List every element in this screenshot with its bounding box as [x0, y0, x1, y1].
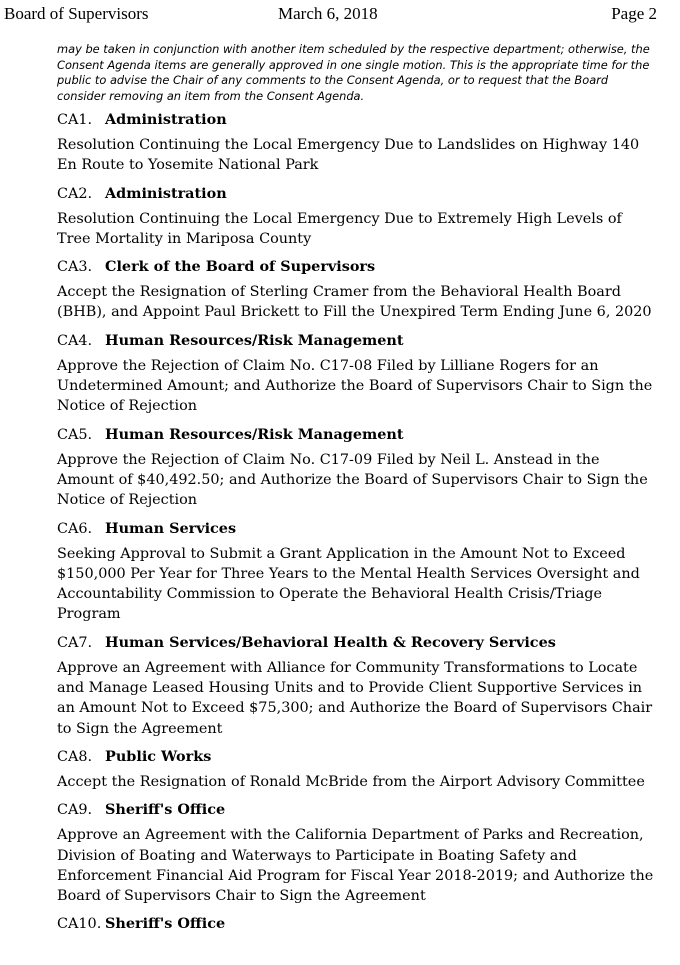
- agenda-item-number: CA4.: [57, 332, 93, 349]
- agenda-item-heading: [57, 425, 657, 445]
- agenda-item-heading: [57, 331, 657, 351]
- agenda-item-heading: [57, 633, 657, 653]
- agenda-item-heading: [57, 747, 657, 767]
- agenda-item-ca9: [57, 800, 657, 906]
- agenda-item-department: Administration: [105, 111, 227, 128]
- header-page-number: Page 2: [611, 4, 657, 23]
- agenda-item-description: Approve an Agreement with Alliance for Community Transformations to Locate and Manage Leased Housing Units and to Provide Client Supportive Services in an Amount Not to Exceed $75,300; and Authorize the Board of Supervisors Chair to Sign the Agreement: [57, 659, 653, 737]
- agenda-item-number: CA3.: [57, 259, 93, 276]
- agenda-item-ca5: [57, 425, 657, 511]
- agenda-item-description: Resolution Continuing the Local Emergency Due to Extremely High Levels of Tree Mortality in Mariposa County: [57, 210, 622, 247]
- agenda-item-description: Approve an Agreement with the California Department of Parks and Recreation, Division of Boating and Waterways to Participate in Boating Safety and Enforcement Financial Aid Program for Fiscal Year 2018-2019; and Authorize the Board of Supervisors Chair to Sign the Agreement: [57, 827, 654, 905]
- agenda-item-department: Human Resources/Risk Management: [105, 425, 404, 443]
- agenda-item-ca6: [57, 519, 657, 625]
- page-header: [0, 4, 680, 24]
- agenda-item-ca7: [57, 633, 657, 739]
- agenda-item-description: Approve the Rejection of Claim No. C17-09 Filed by Neil L. Anstead in the Amount of $40,492.50; and Authorize the Board of Supervisors Chair to Sign the Notice of Rejection: [57, 451, 648, 509]
- agenda-item-description: Resolution Continuing the Local Emergency Due to Landslides on Highway 140 En Route to Yosemite National Park: [57, 137, 640, 174]
- agenda-item-department: Human Services/Behavioral Health & Recovery Services: [105, 633, 556, 651]
- agenda-item-description: Accept the Resignation of Sterling Cramer from the Behavioral Health Board (BHB), and Appoint Paul Brickett to Fill the Unexpired Term Ending June 6, 2020: [57, 284, 652, 321]
- agenda-item-ca10: [57, 914, 657, 934]
- agenda-item-number: CA10.: [57, 916, 102, 933]
- agenda-item-ca8: [57, 747, 657, 792]
- consent-agenda-intro: may be taken in conjunction with another item scheduled by the respective department; otherwise, the Consent Agenda items are generally approved in one single motion. This is the appropriate time for the public to advise the Chair of any comments to the Consent Agenda, or to request that the Board consider removing an item from the Consent Agenda.: [57, 42, 650, 103]
- agenda-item-description: Approve the Rejection of Claim No. C17-08 Filed by Lilliane Rogers for an Undetermined Amount; and Authorize the Board of Supervisors Chair to Sign the Notice of Rejection: [57, 357, 653, 415]
- agenda-item-number: CA9.: [57, 802, 93, 819]
- agenda-item-number: CA2.: [57, 185, 93, 202]
- agenda-item-heading: [57, 519, 657, 539]
- agenda-item-number: CA5.: [57, 426, 93, 443]
- agenda-item-heading: [57, 110, 657, 130]
- consent-agenda-items: [57, 110, 657, 942]
- agenda-item-ca3: [57, 257, 657, 323]
- agenda-item-department: Administration: [105, 184, 227, 202]
- agenda-item-ca2: [57, 184, 657, 250]
- agenda-item-heading: [57, 914, 657, 934]
- agenda-item-description: Seeking Approval to Submit a Grant Application in the Amount Not to Exceed $150,000 Per Year for Three Years to the Mental Health Services Oversight and Accountability Commission to Operate the Behavioral Health Crisis/Triage Program: [57, 545, 640, 623]
- agenda-item-department: Public Works: [105, 747, 212, 765]
- agenda-item-department: Clerk of the Board of Supervisors: [105, 258, 376, 276]
- agenda-item-heading: [57, 184, 657, 204]
- agenda-item-department: Sheriff's Office: [105, 801, 226, 819]
- agenda-item-department: Sheriff's Office: [105, 915, 226, 933]
- agenda-item-number: CA7.: [57, 634, 93, 651]
- agenda-item-department: Human Services: [105, 519, 237, 537]
- agenda-item-description: Accept the Resignation of Ronald McBride from the Airport Advisory Committee: [57, 773, 645, 790]
- agenda-item-heading: [57, 257, 657, 277]
- header-board-title: Board of Supervisors: [4, 4, 149, 23]
- agenda-item-department: Human Resources/Risk Management: [105, 331, 404, 349]
- agenda-item-ca4: [57, 331, 657, 417]
- agenda-item-number: CA1.: [57, 112, 93, 128]
- header-meeting-date: March 6, 2018: [278, 4, 378, 23]
- agenda-item-heading: [57, 800, 657, 820]
- agenda-item-ca1: [57, 110, 657, 176]
- agenda-item-number: CA6.: [57, 520, 93, 537]
- agenda-item-number: CA8.: [57, 748, 93, 765]
